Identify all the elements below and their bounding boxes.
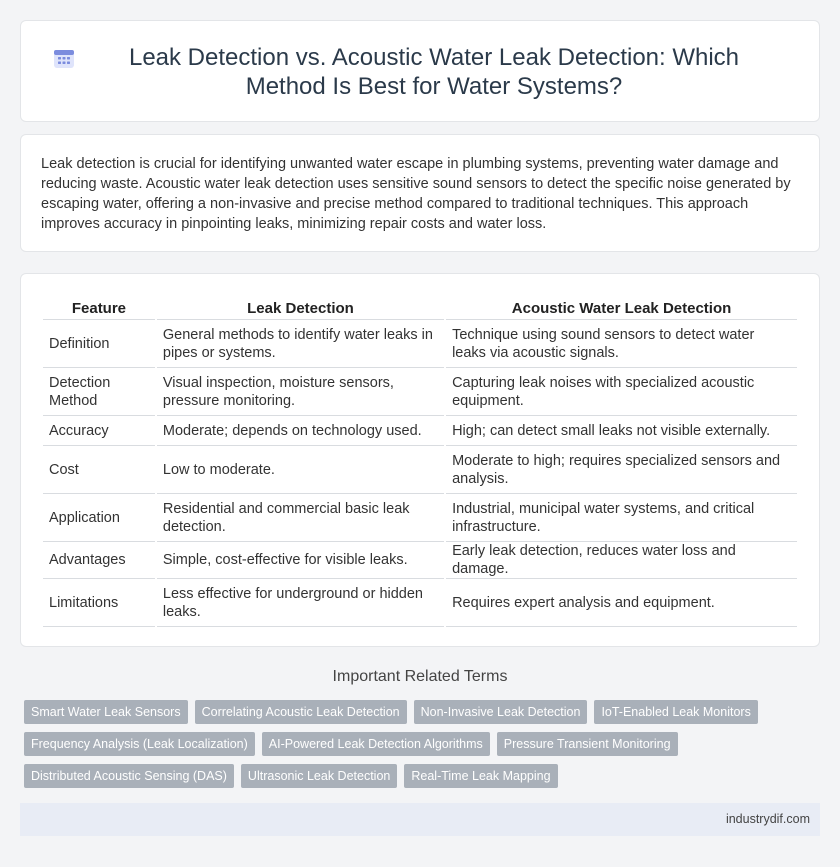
row-acoustic-value: Industrial, municipal water systems, and critical infrastructure. <box>446 494 797 542</box>
tag-iot-enabled-leak-monitors[interactable]: IoT-Enabled Leak Monitors <box>594 700 757 724</box>
tag-ai-powered-algorithms[interactable]: AI-Powered Leak Detection Algorithms <box>262 732 490 756</box>
page-title: Leak Detection vs. Acoustic Water Leak Detection: Which Method Is Best for Water Systems? <box>128 44 740 100</box>
row-leak-value: Residential and commercial basic leak detection. <box>157 494 444 542</box>
row-acoustic-value: High; can detect small leaks not visible externally. <box>446 416 797 446</box>
table-row <box>43 416 797 446</box>
row-feature: Accuracy <box>43 416 155 446</box>
tag-non-invasive-leak-detection[interactable]: Non-Invasive Leak Detection <box>414 700 588 724</box>
header-acoustic-detection: Acoustic Water Leak Detection <box>446 294 797 320</box>
header-feature: Feature <box>43 294 155 320</box>
row-feature: Advantages <box>43 542 155 579</box>
tag-ultrasonic-leak-detection[interactable]: Ultrasonic Leak Detection <box>241 764 397 788</box>
header-leak-detection: Leak Detection <box>157 294 444 320</box>
row-feature: Cost <box>43 446 155 494</box>
table-row <box>43 446 797 494</box>
table-row <box>43 368 797 416</box>
row-leak-value: Moderate; depends on technology used. <box>157 416 444 446</box>
tag-row <box>24 764 764 788</box>
footer-site[interactable]: industrydif.com <box>725 812 810 826</box>
table-header-row <box>43 294 797 320</box>
tag-pressure-transient-monitoring[interactable]: Pressure Transient Monitoring <box>497 732 678 756</box>
row-leak-value: Low to moderate. <box>157 446 444 494</box>
table-row <box>43 542 797 579</box>
tag-smart-water-leak-sensors[interactable]: Smart Water Leak Sensors <box>24 700 188 724</box>
tag-row <box>24 732 764 756</box>
row-acoustic-value: Early leak detection, reduces water loss and damage. <box>446 542 797 579</box>
row-acoustic-value: Requires expert analysis and equipment. <box>446 579 797 627</box>
row-leak-value: Visual inspection, moisture sensors, pressure monitoring. <box>157 368 444 416</box>
row-acoustic-value: Technique using sound sensors to detect water leaks via acoustic signals. <box>446 320 797 368</box>
row-feature: Detection Method <box>43 368 155 416</box>
tag-distributed-acoustic-sensing[interactable]: Distributed Acoustic Sensing (DAS) <box>24 764 234 788</box>
tag-frequency-analysis[interactable]: Frequency Analysis (Leak Localization) <box>24 732 255 756</box>
title-card <box>20 20 820 122</box>
tag-real-time-leak-mapping[interactable]: Real-Time Leak Mapping <box>404 764 557 788</box>
row-acoustic-value: Moderate to high; requires specialized sensors and analysis. <box>446 446 797 494</box>
table-row <box>43 494 797 542</box>
row-feature: Limitations <box>43 579 155 627</box>
intro-paragraph: Leak detection is crucial for identifying unwanted water escape in plumbing systems, preventing water damage and reducing waste. Acoustic water leak detection uses sensitive sound sensors to detect the specific noise generated by escaping water, offering a non-invasive and precise method compared to traditional techniques. This approach improves accuracy in pinpointing leaks, minimizing repair costs and water loss. <box>41 156 791 232</box>
footer <box>20 803 820 836</box>
table-row <box>43 579 797 627</box>
row-leak-value: General methods to identify water leaks in pipes or systems. <box>157 320 444 368</box>
comparison-card <box>20 273 820 647</box>
row-leak-value: Less effective for underground or hidden leaks. <box>157 579 444 627</box>
row-acoustic-value: Capturing leak noises with specialized acoustic equipment. <box>446 368 797 416</box>
related-terms-tags <box>24 700 764 796</box>
table-row <box>43 320 797 368</box>
tag-row <box>24 700 764 724</box>
comparison-table <box>41 294 799 627</box>
row-feature: Application <box>43 494 155 542</box>
intro-card <box>20 134 820 252</box>
tag-correlating-acoustic-leak-detection[interactable]: Correlating Acoustic Leak Detection <box>195 700 407 724</box>
related-terms-title: Important Related Terms <box>332 668 508 685</box>
row-feature: Definition <box>43 320 155 368</box>
row-leak-value: Simple, cost-effective for visible leaks. <box>157 542 444 579</box>
